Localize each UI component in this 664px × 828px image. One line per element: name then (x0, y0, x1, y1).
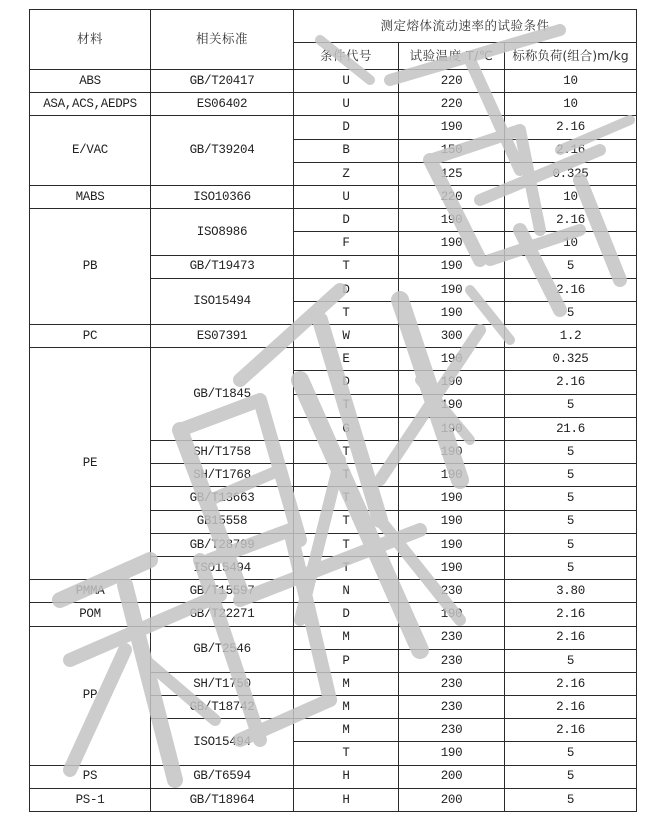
cell-load: 10 (505, 232, 637, 255)
cell-material: PP (30, 626, 151, 765)
melt-flow-rate-test-conditions-table (29, 9, 637, 812)
table-row (30, 626, 637, 649)
cell-temp: 190 (399, 742, 505, 765)
cell-temp: 220 (399, 93, 505, 116)
cell-standard: GB/T18964 (151, 788, 294, 811)
cell-material: PMMA (30, 580, 151, 603)
cell-load: 5 (505, 649, 637, 672)
cell-temp: 230 (399, 719, 505, 742)
cell-temp: 190 (399, 417, 505, 440)
cell-load: 5 (505, 765, 637, 788)
table-row (30, 70, 637, 93)
cell-temp: 190 (399, 301, 505, 324)
cell-temp: 190 (399, 487, 505, 510)
cell-code: T (294, 742, 399, 765)
table-row (30, 348, 637, 371)
header-material: 材料 (30, 10, 151, 70)
cell-temp: 220 (399, 70, 505, 93)
cell-standard: SH/T1758 (151, 441, 294, 464)
cell-temp: 190 (399, 116, 505, 139)
cell-standard: ISO15494 (151, 719, 294, 765)
cell-load: 3.80 (505, 580, 637, 603)
cell-load: 5 (505, 556, 637, 579)
cell-temp: 190 (399, 209, 505, 232)
cell-load: 0.325 (505, 162, 637, 185)
table-row (30, 603, 637, 626)
cell-code: T (294, 510, 399, 533)
cell-material: PE (30, 348, 151, 580)
cell-material: ABS (30, 70, 151, 93)
cell-standard: ES07391 (151, 325, 294, 348)
cell-temp: 230 (399, 580, 505, 603)
cell-temp: 200 (399, 765, 505, 788)
cell-standard: GB/T15597 (151, 580, 294, 603)
cell-material: POM (30, 603, 151, 626)
cell-material: PC (30, 325, 151, 348)
cell-code: D (294, 371, 399, 394)
cell-material: PB (30, 209, 151, 325)
header-standard: 相关标准 (151, 10, 294, 70)
cell-standard: GB/T1845 (151, 348, 294, 441)
cell-standard: ES06402 (151, 93, 294, 116)
melt-flow-rate-test-conditions-table-container (29, 9, 636, 812)
cell-material: ASA,ACS,AEDPS (30, 93, 151, 116)
cell-temp: 230 (399, 696, 505, 719)
cell-load: 5 (505, 441, 637, 464)
header-test-conditions-group: 测定熔体流动速率的试验条件 (294, 10, 637, 43)
cell-temp: 200 (399, 788, 505, 811)
cell-code: T (294, 394, 399, 417)
cell-code: P (294, 649, 399, 672)
cell-temp: 220 (399, 185, 505, 208)
cell-temp: 230 (399, 672, 505, 695)
cell-load: 10 (505, 185, 637, 208)
cell-code: D (294, 209, 399, 232)
cell-code: E (294, 348, 399, 371)
cell-code: U (294, 70, 399, 93)
table-row (30, 185, 637, 208)
cell-code: M (294, 626, 399, 649)
table-row (30, 788, 637, 811)
cell-temp: 190 (399, 556, 505, 579)
cell-code: D (294, 116, 399, 139)
header-test-temperature: 试验温度 T/℃ (399, 43, 505, 70)
cell-standard: GB15558 (151, 510, 294, 533)
cell-temp: 125 (399, 162, 505, 185)
cell-temp: 300 (399, 325, 505, 348)
cell-temp: 190 (399, 603, 505, 626)
cell-code: H (294, 788, 399, 811)
cell-code: T (294, 487, 399, 510)
table-row (30, 209, 637, 232)
cell-standard: GB/T18742 (151, 696, 294, 719)
cell-load: 2.16 (505, 719, 637, 742)
cell-load: 5 (505, 394, 637, 417)
cell-load: 5 (505, 464, 637, 487)
table-row (30, 765, 637, 788)
cell-code: D (294, 603, 399, 626)
table-row (30, 325, 637, 348)
cell-temp: 190 (399, 510, 505, 533)
cell-temp: 230 (399, 649, 505, 672)
cell-code: T (294, 533, 399, 556)
cell-standard: ISO8986 (151, 209, 294, 255)
table-row (30, 580, 637, 603)
cell-standard: ISO15494 (151, 556, 294, 579)
cell-load: 5 (505, 255, 637, 278)
cell-material: E/VAC (30, 116, 151, 186)
cell-temp: 230 (399, 626, 505, 649)
cell-code: U (294, 93, 399, 116)
cell-standard: GB/T13663 (151, 487, 294, 510)
cell-temp: 190 (399, 441, 505, 464)
cell-load: 2.16 (505, 672, 637, 695)
cell-temp: 190 (399, 348, 505, 371)
cell-standard: GB/T6594 (151, 765, 294, 788)
table-row (30, 116, 637, 139)
cell-code: T (294, 301, 399, 324)
header-condition-code: 条件代号 (294, 43, 399, 70)
cell-standard: ISO10366 (151, 185, 294, 208)
cell-code: Z (294, 162, 399, 185)
cell-load: 2.16 (505, 278, 637, 301)
cell-code: F (294, 232, 399, 255)
cell-code: N (294, 580, 399, 603)
cell-load: 5 (505, 788, 637, 811)
cell-load: 5 (505, 510, 637, 533)
cell-code: M (294, 719, 399, 742)
cell-temp: 190 (399, 278, 505, 301)
cell-temp: 150 (399, 139, 505, 162)
cell-code: D (294, 278, 399, 301)
cell-load: 21.6 (505, 417, 637, 440)
cell-code: T (294, 441, 399, 464)
cell-standard: GB/T39204 (151, 116, 294, 186)
cell-material: MABS (30, 185, 151, 208)
cell-temp: 190 (399, 232, 505, 255)
cell-standard: SH/T1750 (151, 672, 294, 695)
cell-code: M (294, 696, 399, 719)
header-row-1 (30, 10, 637, 43)
cell-code: G (294, 417, 399, 440)
cell-load: 0.325 (505, 348, 637, 371)
cell-load: 2.16 (505, 626, 637, 649)
cell-code: T (294, 255, 399, 278)
cell-standard: GB/T20417 (151, 70, 294, 93)
cell-load: 10 (505, 70, 637, 93)
cell-standard: GB/T28799 (151, 533, 294, 556)
cell-load: 5 (505, 742, 637, 765)
cell-load: 2.16 (505, 209, 637, 232)
cell-load: 2.16 (505, 696, 637, 719)
cell-standard: GB/T22271 (151, 603, 294, 626)
cell-temp: 190 (399, 464, 505, 487)
cell-code: H (294, 765, 399, 788)
cell-temp: 190 (399, 371, 505, 394)
cell-material: PS (30, 765, 151, 788)
cell-load: 5 (505, 301, 637, 324)
cell-load: 10 (505, 93, 637, 116)
cell-load: 5 (505, 487, 637, 510)
cell-standard: GB/T19473 (151, 255, 294, 278)
cell-code: B (294, 139, 399, 162)
table-row (30, 93, 637, 116)
cell-load: 2.16 (505, 139, 637, 162)
cell-standard: ISO15494 (151, 278, 294, 324)
cell-standard: GB/T2546 (151, 626, 294, 672)
cell-code: T (294, 556, 399, 579)
cell-temp: 190 (399, 533, 505, 556)
cell-code: M (294, 672, 399, 695)
cell-load: 2.16 (505, 371, 637, 394)
cell-temp: 190 (399, 255, 505, 278)
cell-load: 2.16 (505, 603, 637, 626)
cell-material: PS-1 (30, 788, 151, 811)
cell-load: 1.2 (505, 325, 637, 348)
cell-load: 2.16 (505, 116, 637, 139)
cell-code: T (294, 464, 399, 487)
cell-code: W (294, 325, 399, 348)
cell-standard: SH/T1768 (151, 464, 294, 487)
cell-load: 5 (505, 533, 637, 556)
cell-temp: 190 (399, 394, 505, 417)
cell-code: U (294, 185, 399, 208)
header-nominal-load: 标称负荷(组合)m/kg (505, 43, 637, 70)
